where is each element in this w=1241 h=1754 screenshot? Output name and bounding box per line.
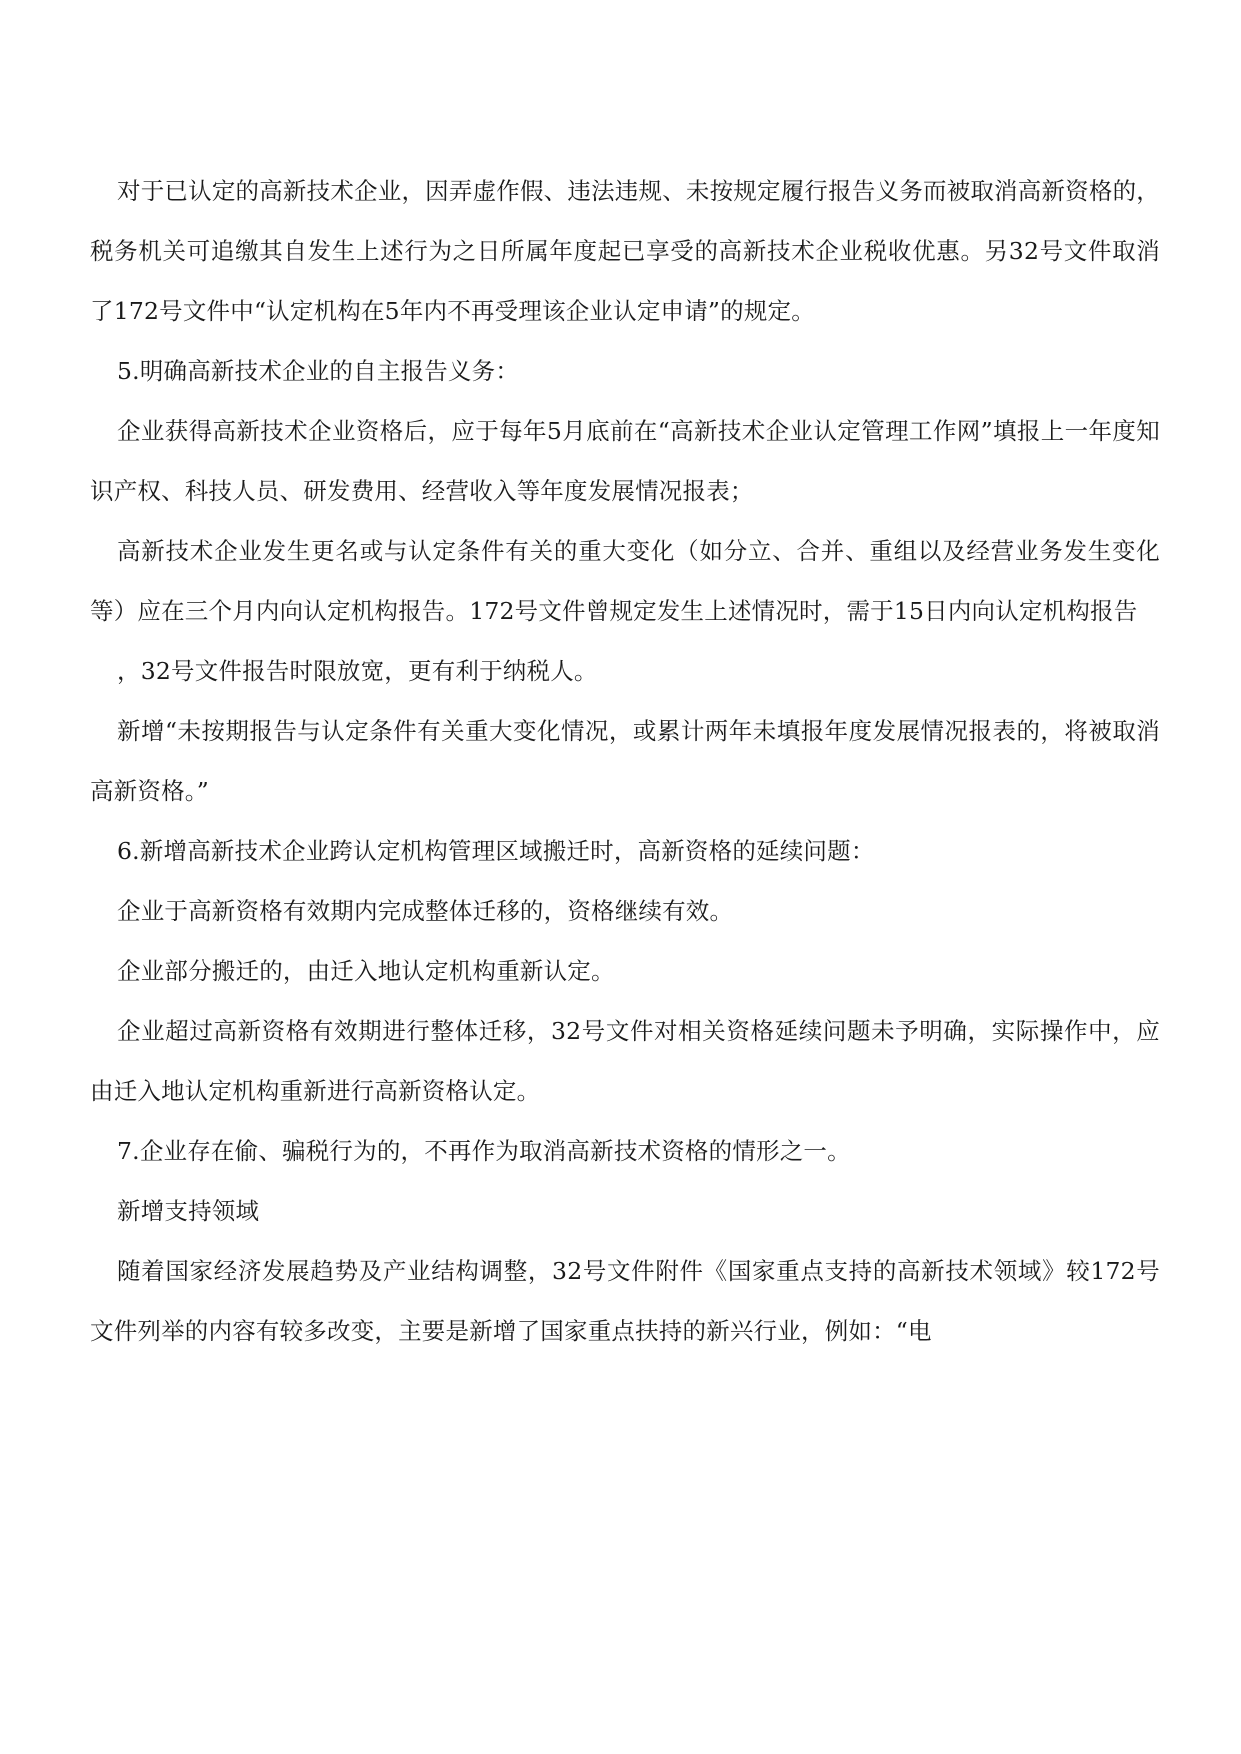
paragraph-annual-report: 企业获得高新技术企业资格后，应于每年5月底前在“高新技术企业认定管理工作网”填报上一年度知识产权、科技人员、研发费用、经营收入等年度发展情况报表； [90,417,1160,505]
paragraph-support-fields: 随着国家经济发展趋势及产业结构调整，32号文件附件《国家重点支持的高新技术领域》较172号文件列举的内容有较多改变，主要是新增了国家重点扶持的新兴行业，例如：“电 [90,1257,1160,1345]
paragraph-relocation-after-expiry: 企业超过高新资格有效期进行整体迁移，32号文件对相关资格延续问题未予明确，实际操作中，应由迁入地认定机构重新进行高新资格认定。 [90,1017,1160,1105]
heading-reporting-obligation: 5.明确高新技术企业的自主报告义务： [117,357,520,385]
paragraph-major-change-report: 高新技术企业发生更名或与认定条件有关的重大变化（如分立、合并、重组以及经营业务发生变化等）应在三个月内向认定机构报告。172号文件曾规定发生上述情况时，需于15日内向认定机构报告 [90,537,1160,625]
paragraph-revocation-recovery: 对于已认定的高新技术企业，因弄虚作假、违法违规、未按规定履行报告义务而被取消高新资格的，税务机关可追缴其自发生上述行为之日所属年度起已享受的高新技术企业税收优惠。另32号文件取消了172号文件中“认定机构在5年内不再受理该企业认定申请”的规定。 [90,177,1160,325]
heading-tax-evasion: 7.企业存在偷、骗税行为的，不再作为取消高新技术资格的情形之一。 [117,1137,851,1165]
paragraph-new-revocation-condition: 新增“未按期报告与认定条件有关重大变化情况，或累计两年未填报年度发展情况报表的，将被取消高新资格。” [90,717,1160,805]
document-body [90,161,1160,1361]
paragraph-full-relocation: 企业于高新资格有效期内完成整体迁移的，资格继续有效。 [117,897,734,925]
paragraph-deadline-relaxed: ，32号文件报告时限放宽，更有利于纳税人。 [117,657,598,685]
heading-new-support-fields: 新增支持领域 [117,1197,260,1225]
heading-relocation: 6.新增高新技术企业跨认定机构管理区域搬迁时，高新资格的延续问题： [117,837,875,865]
paragraph-partial-relocation: 企业部分搬迁的，由迁入地认定机构重新认定。 [117,957,615,985]
